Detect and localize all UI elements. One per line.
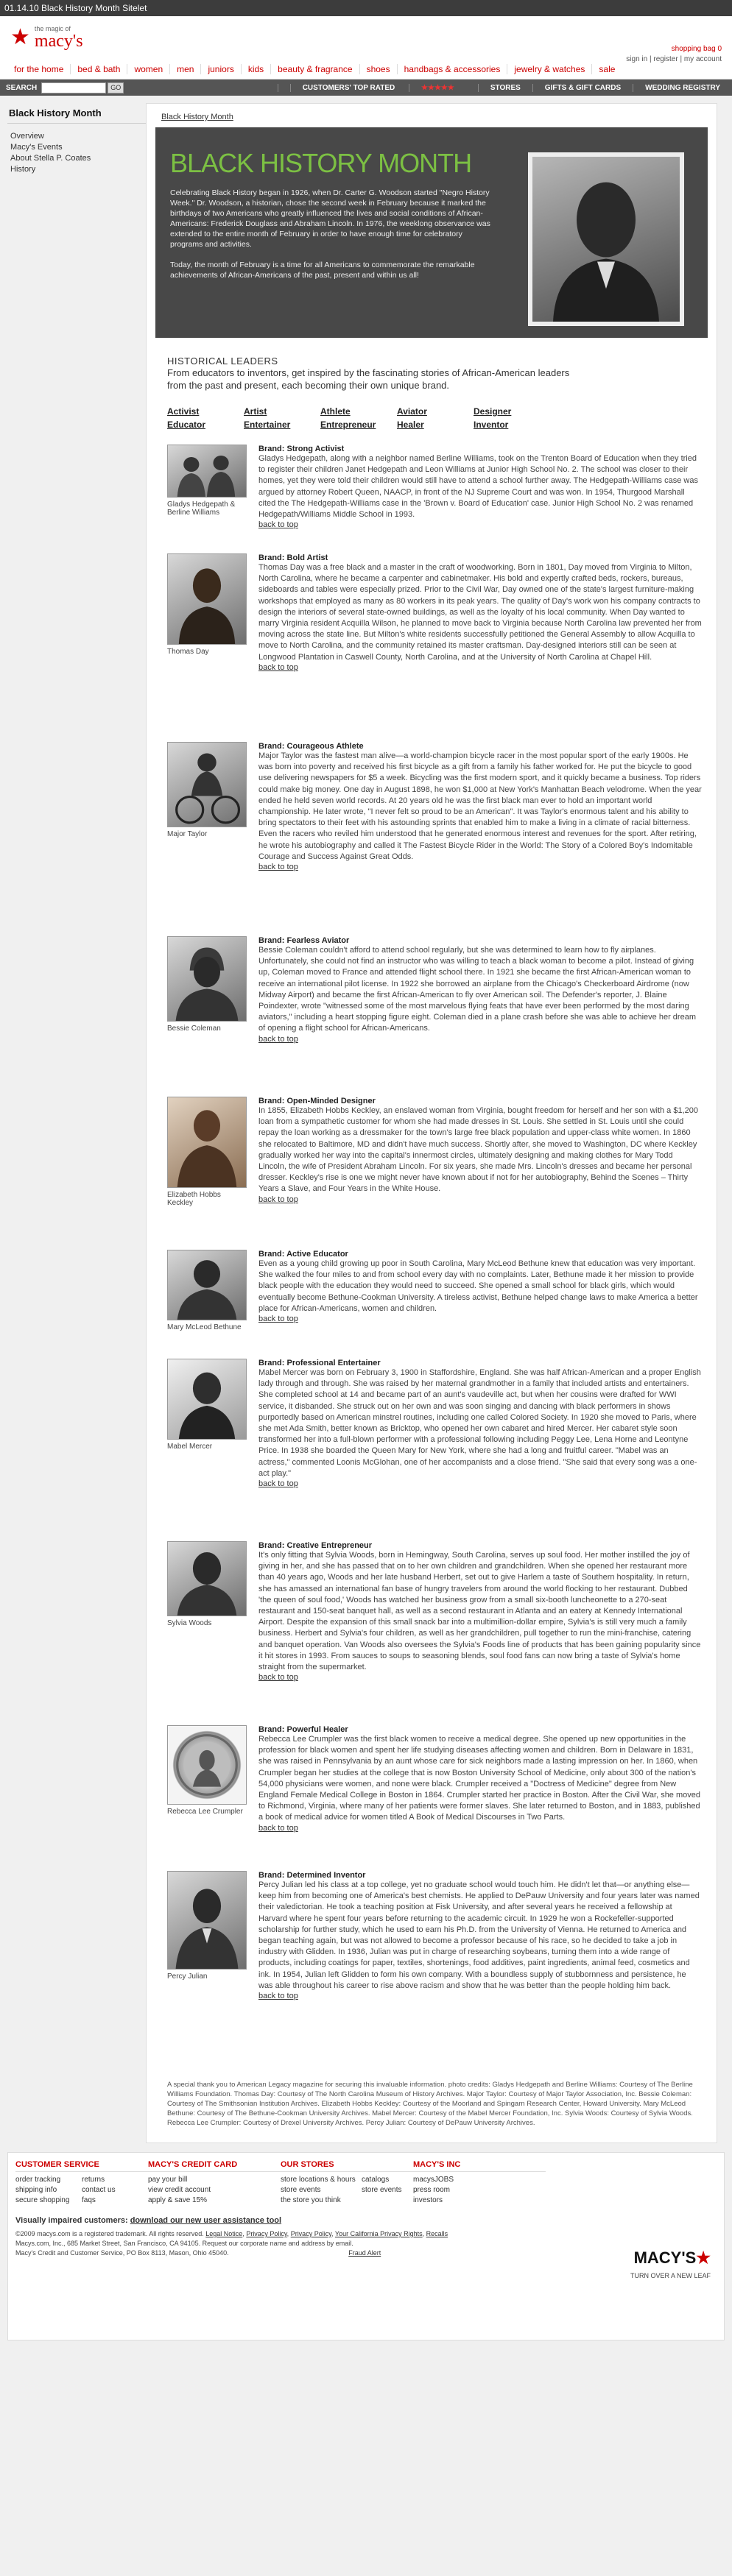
- leader-entry: [167, 1097, 702, 1250]
- nav-item[interactable]: shoes: [360, 64, 398, 74]
- leader-bio: Percy Julian led his class at a top college, yet no graduate school would touch him. He didn't let that—or anything else—keep him from becoming one of America's best chemists. He applied to DePauw University and four years later was named their valedictorian. He took a teaching position at Fisk University, and after several years he received a fellowship at Harvard where he spent four years before returning to the academic circuit. In 1929 he won a Rockefeller-supported scholarship for further study, which he used to earn his Ph.D. from the University of Vienna. He returned to America and began teaching again, but was not allowed to become a professor because of his race, so he decided to take a job in industry with Glidden. In 1936, Julian was put in charge of researching soybeans, turning them into a wide range of products, including coatings for paper, textiles, shortenings, food additives, paint ingredients, animal feed, cosmetics and ink. In 1954, Julian left Glidden to form his own company. With a boundless supply of stubbornness and persistence, he was able throughout his career to rise above racism and show that he was better than the people holding him back.: [258, 1880, 700, 1990]
- footer-link[interactable]: macysJOBS: [413, 2176, 454, 2184]
- back-to-top-link[interactable]: back to top: [258, 1034, 298, 1044]
- main-content: [146, 103, 717, 2143]
- nav-item[interactable]: bed & bath: [71, 64, 127, 74]
- leader-entry: [167, 1359, 702, 1541]
- leader-brand-title: Brand: Determined Inventor: [258, 1871, 366, 1880]
- address-line: Macys.com, Inc., 685 Market Street, San Francisco, CA 94105. Request our corporate name and address by email.: [15, 2240, 353, 2247]
- leader-entry: [167, 936, 702, 1097]
- footer-link[interactable]: investors: [413, 2196, 443, 2204]
- leader-caption: Bessie Coleman: [167, 1025, 221, 1033]
- link-entrepreneur[interactable]: Entrepreneur: [320, 420, 376, 430]
- footer-col-macys-inc: [413, 2160, 546, 2206]
- leader-photo: [167, 936, 247, 1022]
- back-to-top-link[interactable]: back to top: [258, 1673, 298, 1682]
- leader-bio: Gladys Hedgepath, along with a neighbor named Berline Williams, took on the Trenton Board of Education when they tried to register their children Janet Hedgepath and Leon Williams at Junior High School No. 2. The school was closer to their homes, yet they were told their children would still have to attend a school further away. The Hedgepath-Williams case was argued by attorney Robert Queen, NAACP, in front of the NJ Supreme Court and was won. In 1954, Thurgood Marshall cited the The Hedgepath-Williams case in the 'Brown v. Board of Education' case. Junior High School No. 2 was renamed Hedgepath/Williams Middle School in 1993.: [258, 454, 698, 520]
- logo-tagline: the magic of: [34, 25, 71, 32]
- photo-credits: A special thank you to American Legacy magazine for securing this invaluable information. photo credits: Gladys Hedgepath and Berline Williams: Courtesy of The Berline Williams Foundation. Thomas Day: Courtesy of The North Carolina Museum of History Archives. Major Taylor: Courtesy of Major Taylor Association, Inc. Bessie Coleman: Courtesy of The Smithsonian Institution Archives. Elizabeth Hobbs Keckley: Courtesy of the Moorland and Spingarn Research Center, Howard University. Mary McLeod Bethune: Courtesy of The Bethune-Cookman University Archives. Mabel Mercer: Courtesy of the Mabel Mercer Foundation, Inc. Sylvia Woods: Courtesy of Sylvia Woods. Rebecca Lee Crumpler: Courtesy of Drexel University Archives. Percy Julian: Courtesy of DePauw University Archives.: [167, 2081, 693, 2127]
- gifts-link[interactable]: GIFTS & GIFT CARDS: [532, 84, 633, 92]
- link-aviator[interactable]: Aviator: [397, 406, 427, 417]
- fraud-alert-link[interactable]: Fraud Alert: [348, 2249, 381, 2257]
- footer-link[interactable]: returns: [82, 2176, 105, 2184]
- footer-link[interactable]: store events: [281, 2186, 321, 2194]
- leaders-intro: From educators to inventors, get inspired by the fascinating stories of African-American leaders from the past and present, each becoming their own unique brand.: [167, 367, 570, 391]
- search-go-button[interactable]: GO: [108, 82, 124, 93]
- search-input[interactable]: [41, 82, 106, 93]
- leader-caption: Elizabeth Hobbs Keckley: [167, 1191, 221, 1207]
- leader-bio: In 1855, Elizabeth Hobbs Keckley, an enslaved woman from Virginia, bought freedom for herself and her son with a $1,200 loan from a sympathetic customer for whom she had made dresses in St. Louis. She settled in St. Louis until she could repay the loan working as a dressmaker for the town's large free black population and upper-class white women. In 1860 she relocated to Baltimore, MD and didn't have much success. Shortly after, she moved to Washington, DC where Keckley gradually worked her way into the capital's innermost circles, ultimately designing and making clothes for Mary Todd Lincoln, the wife of President Abraham Lincoln. For six years, she made Mrs. Lincoln's dresses and became her personal dresser. Keckley's rise is one we might never have known about if not for her autobiography, Behind the Scenes – Thirty Years a Slave, and Four Years in the White House.: [258, 1106, 699, 1194]
- address-line: Macy's Credit and Customer Service, PO Box 8113, Mason, Ohio 45040.: [15, 2249, 229, 2257]
- back-to-top-link[interactable]: back to top: [258, 1195, 298, 1204]
- leader-entry: [167, 1725, 702, 1871]
- leader-photo: [167, 1541, 247, 1616]
- shopping-bag-link[interactable]: shopping bag 0: [671, 45, 722, 53]
- nav-item[interactable]: kids: [242, 64, 271, 74]
- breadcrumb: [161, 113, 702, 126]
- leader-caption: Major Taylor: [167, 830, 208, 838]
- sidebar-item-events[interactable]: Macy's Events: [10, 143, 63, 152]
- search-bar: [0, 79, 732, 96]
- nav-item[interactable]: women: [127, 64, 170, 74]
- sidebar: [7, 103, 146, 2143]
- link-educator[interactable]: Educator: [167, 420, 206, 430]
- link-activist[interactable]: Activist: [167, 406, 200, 417]
- leader-caption: Rebecca Lee Crumpler: [167, 1808, 243, 1816]
- footer-col-title: MACY'S CREDIT CARD: [148, 2160, 281, 2172]
- leader-bio: Bessie Coleman couldn't afford to attend school regularly, but she was determined to learn how to fly airplanes. Unfortunately, she could not find an instructor who was willing to teach a black woman to become a pilot. Instead of giving up, Coleman moved to France and attended flight school there. In 1921 she became the first African-American woman to receive an international pilot license. In 1922 she borrowed an airplane from the Chicago's Checkerboard Airdrome (now Midway Airport) and became the first African-American to fly over American soil. The Defender's reporter, J. Blaine Poindexter, wrote "witnessed some of the most marvelous flying feats that have ever been performed by the most daring aviators," including a heart stopping figure eight. Coleman died in a plane crash before she was able to achieve her dream of opening a flight school for African-Americans.: [258, 946, 696, 1033]
- main-nav: [0, 59, 622, 79]
- copyright: ©2009 macys.com is a registered trademark. All rights reserved. Legal Notice, Privacy Policy, Privacy Policy, Your California Privacy Rights, Recalls Macys.com, Inc., 685 Market Street, San Francisco, CA 94105. Request our corporate name and address by email. Macy's Credit and Customer Service, PO Box 8113, Mason, Ohio 45040. Fraud Alert: [15, 2229, 717, 2258]
- footer-logo: MACY'S: [633, 2248, 697, 2267]
- window-title-bar: [0, 0, 732, 16]
- leader-caption: Thomas Day: [167, 648, 209, 656]
- site-header: [0, 16, 732, 79]
- footer-link[interactable]: order tracking: [15, 2176, 61, 2184]
- hero-banner: [155, 127, 708, 338]
- historical-leaders-section: [161, 338, 702, 2128]
- leader-bio: Thomas Day was a free black and a master in the craft of woodworking. Born in 1801, Day moved from Virginia to Milton, North Carolina, where he became a carpenter and cabinetmaker. His bold and expertly crafted beds, rockers, bureaus, sideboards and tables were especially prized. Prior to the Civil War, Day owned one of the state's largest furniture-making workshops that employed as many as 80 workers in its peak years. The quality of Day's work won his company contracts to design the interiors of several state-owned buildings, as well as the loyalty of his local community. When Day wanted to marry Virginia resident Acquilla Wilson, he planned to move back to Virginia because North Carolina law prevented her from moving across the state line. But Milton's white residents successfully petitioned the General Assembly to allow Acquilla to move to North Carolina, and the community retained its master craftsman. Day-designed interiors still can be seen at Longwood Plantation in Caswell County, North Carolina, and at the University of North Carolina at Chapel Hill.: [258, 563, 702, 662]
- rating-stars-icon: ★★★★★: [409, 84, 466, 92]
- leader-photo: [167, 1359, 247, 1440]
- sidebar-item-about[interactable]: About Stella P. Coates: [10, 154, 91, 163]
- leader-entry: [167, 445, 702, 553]
- leader-entry: [167, 1871, 702, 2052]
- stores-link[interactable]: STORES: [478, 84, 532, 92]
- nav-item[interactable]: sale: [599, 64, 616, 74]
- footer-col-title: CUSTOMER SERVICE: [15, 2160, 148, 2172]
- leader-bio: Mabel Mercer was born on February 3, 1900 in Staffordshire, England. She was half African-American and a proper English lady through and through. She was raised by her maternal grandmother in a family that included artists and entertainers. She completed school at 14 and became part of an aunt's vaudeville act, but when her cousins were drafted for WWI service, it disbanded. She struck out on her own and was soon singing and dancing with black performers in shows purportedly based on American minstrel routines, including one called Colored Society. In 1920 she moved to Paris, where she met Ada Smith, better known as Bricktop, who opened her own cabaret and hired Mercer. Her cabaret style soon transformed her into a full-blown performer with a professional following including Peggy Lee, Lena Horne and Leontyne Price. In 1938 she boarded the Queen Mary for New York, where she had a long and fruitful career. "Mabel was an actress," commented Loonis McGlohan, one of her accompanists and a close friend. "She said that every song was a one-act play.": [258, 1368, 701, 1478]
- leader-caption: Sylvia Woods: [167, 1619, 212, 1627]
- logo-word: macy's: [34, 32, 83, 51]
- california-rights-link[interactable]: Your California Privacy Rights: [334, 2230, 423, 2237]
- footer-col-customer-service: [15, 2160, 148, 2206]
- search-label: SEARCH: [6, 83, 38, 92]
- leader-caption: Percy Julian: [167, 1972, 208, 1981]
- hero-title: BLACK HISTORY MONTH: [170, 148, 472, 178]
- sidebar-item-overview[interactable]: Overview: [10, 132, 44, 141]
- bag-count: 0: [717, 45, 722, 53]
- nav-item[interactable]: juniors: [201, 64, 241, 74]
- site-footer: [7, 2152, 725, 2340]
- privacy-link[interactable]: Privacy Policy: [290, 2230, 332, 2237]
- leader-caption: Gladys Hedgepath & Berline Williams: [167, 500, 236, 517]
- leader-bio: It's only fitting that Sylvia Woods, born in Hemingway, South Carolina, serves up soul food. Her mother instilled the joy of giving in her, and she has passed that on to her own children and grandchildren. When she opened her restaurant more than 40 years ago, Woods and her late husband Herbert, set out to give Harlem a taste of Southern hospitality. In return, she has amassed an international fan base of hungry travelers from around the world flocking to her restaurant. Dubbed 'the queen of soul food,' Woods has watched her business grow from a small six-booth luncheonette to a 270-seat restaurant and 150-seat banquet hall, as well as a second restaurant in Atlanta and an eatery at Kennedy International Airport. Despite the expansion of this small snack bar into a multimillion-dollar empire, Sylvia's is still very much a family business. Herbert and Sylvia's four children, as well as her grandchildren, pull together to run the mini-franchise, catering and banquet operation. Van Woods also oversees the Sylvia's Foods line of products that has been gaining popularity since it hit stores in 1993. From sauces to soups to seasoning blends, soul food fans can now bring a taste of Sylvia's home straight from the supermarket.: [258, 1551, 701, 1672]
- footer-link[interactable]: contact us: [82, 2186, 116, 2194]
- leader-brand-title: Brand: Powerful Healer: [258, 1725, 348, 1734]
- link-designer[interactable]: Designer: [474, 406, 512, 417]
- back-to-top-link[interactable]: back to top: [258, 520, 298, 530]
- footer-link[interactable]: faqs: [82, 2196, 96, 2204]
- leader-entry: [167, 742, 702, 936]
- footer-tagline: TURN OVER A NEW LEAF: [630, 2272, 711, 2279]
- footer-link[interactable]: press room: [413, 2186, 451, 2194]
- footer-link[interactable]: pay your bill: [148, 2176, 188, 2184]
- sidebar-title: Black History Month: [7, 107, 146, 124]
- leader-photo: [167, 1250, 247, 1320]
- footer-col-our-stores: [281, 2160, 413, 2206]
- privacy-link[interactable]: Privacy Policy: [246, 2230, 287, 2237]
- leader-brand-title: Brand: Creative Entrepreneur: [258, 1541, 373, 1550]
- footer-link[interactable]: store locations & hours: [281, 2176, 356, 2184]
- leader-photo: [167, 742, 247, 827]
- hero-intro: Celebrating Black History began in 1926, when Dr. Carter G. Woodson started "Negro History Week." Dr. Woodson, a historian, chose the second week in February because it marked the birthdays of two Americans who greatly influenced the lives and social conditions of African-Americans: Frederick Douglass and Abraham Lincoln. In 1976, the weeklong observance was extended to the entire month of February in order to have enough time for celebratory programs and activities.: [170, 188, 490, 249]
- accessibility-notice: Visually impaired customers: download our new user assistance tool: [15, 2216, 282, 2225]
- assistance-tool-link[interactable]: download our new user assistance tool: [130, 2216, 282, 2225]
- leader-caption: Mary McLeod Bethune: [167, 1323, 242, 1331]
- nav-item[interactable]: for the home: [7, 64, 71, 74]
- leader-entry: [167, 553, 702, 742]
- footer-link[interactable]: view credit account: [148, 2186, 211, 2194]
- breadcrumb-link[interactable]: Black History Month: [161, 113, 233, 121]
- footer-link[interactable]: apply & save 15%: [148, 2196, 208, 2204]
- leader-brand-title: Brand: Bold Artist: [258, 553, 328, 562]
- leaders-heading: HISTORICAL LEADERS: [167, 355, 278, 367]
- footer-col-credit-card: [148, 2160, 281, 2206]
- page-body: [0, 96, 732, 2143]
- link-artist[interactable]: Artist: [244, 406, 267, 417]
- footer-brand: [630, 2248, 711, 2279]
- leader-brand-title: Brand: Professional Entertainer: [258, 1359, 381, 1367]
- leader-brand-title: Brand: Active Educator: [258, 1250, 348, 1259]
- sidebar-item-history[interactable]: History: [10, 165, 36, 174]
- leader-photo: [167, 445, 247, 498]
- leader-entry: [167, 1541, 702, 1725]
- leader-photo: [167, 1871, 247, 1970]
- leader-brand-title: Brand: Open-Minded Designer: [258, 1097, 376, 1105]
- leader-brand-title: Brand: Strong Activist: [258, 445, 345, 453]
- back-to-top-link[interactable]: back to top: [258, 1479, 298, 1489]
- back-to-top-link[interactable]: back to top: [258, 1314, 298, 1324]
- leader-bio: Rebecca Lee Crumpler was the first black women to receive a medical degree. She opened up new opportunities in the profession for black women and spent her life studying diseases affecting women and children. Born in Delaware in 1831, she was raised in Pennsylvania by an aunt whose care for sick neighbors made a lasting impression on her. In 1860, when Crumpler began her studies at the college that is now Boston University School of Medicine, only about 300 of the nation's 54,000 physicians were women, and none were black. Crumpler received a "Doctress of Medicine" degree from New England Female Medical College in Boston in 1864. Crumpler started her practice in Boston. After the Civil War, she moved to Richmond, Virginia, where many of her patients were former slaves. She later returned to Boston, and in 1883, published a book of medical advice for women titled A Book of Medical Discourses in Two Parts.: [258, 1735, 700, 1822]
- link-athlete[interactable]: Athlete: [320, 406, 351, 417]
- nav-item[interactable]: beauty & fragrance: [271, 64, 359, 74]
- category-links: [167, 406, 702, 430]
- footer-link[interactable]: secure shopping: [15, 2196, 70, 2204]
- leader-bio: Major Taylor was the fastest man alive—a world-champion bicycle racer in the most popular sport of the early 1900s. He was born into poverty and received his first bicycle as a gift from a family his father worked for. He put the bicycle to good use delivering newspapers for $5 a week. Bicycling was the first modern sport, and it quickly became a business. Top riders could make big money. One day in August 1898, he won $1,000 at New York's Manhattan Beach velodrome. When the year ended he held seven world records. At 20 years old he was the first black man ever to hold an important world championship. He later wrote, "I never felt so proud to be an American". It was Taylor's enormous talent and his ability to bring spectators to their feet with his astounding sprints that enabled him to make a living in a climate of racial bitterness. Even the racers who reviled him understood that he generated enormous interest and revenues for the sport. After retiring, he wrote his autobiography and called it The Fastest Bicycle Rider in the World: The Story of a Colored Boy's Indomitable Courage and Success Against Great Odds.: [258, 751, 702, 861]
- leader-brand-title: Brand: Courageous Athlete: [258, 742, 364, 751]
- account-links[interactable]: sign in | register | my account: [626, 55, 722, 63]
- leader-entry: [167, 1250, 702, 1359]
- footer-link[interactable]: the store you think: [281, 2196, 341, 2204]
- link-entertainer[interactable]: Entertainer: [244, 420, 291, 430]
- back-to-top-link[interactable]: back to top: [258, 662, 298, 672]
- link-healer[interactable]: Healer: [397, 420, 424, 430]
- leader-photo: [167, 1725, 247, 1805]
- macys-logo[interactable]: [10, 25, 83, 50]
- wedding-registry-link[interactable]: WEDDING REGISTRY: [633, 84, 732, 92]
- leader-photo: [167, 553, 247, 645]
- footer-col-title: OUR STORES: [281, 2160, 413, 2172]
- leader-brand-title: Brand: Fearless Aviator: [258, 936, 350, 945]
- back-to-top-link[interactable]: back to top: [258, 1823, 298, 1833]
- back-to-top-link[interactable]: back to top: [258, 863, 298, 872]
- footer-col-title: MACY'S INC: [413, 2160, 546, 2172]
- top-rated-link[interactable]: CUSTOMERS' TOP RATED ★★★★★: [278, 84, 478, 92]
- leader-bio: Even as a young child growing up poor in South Carolina, Mary McLeod Bethune knew that education was very important. She walked the four miles to and from school every day with no complaints. Later, Bethune made it her mission to provide black people with the education they would need to succeed. She opened a small school for black girls, which would eventually become Bethune-Cookman University. A tireless activist, Bethune helped change laws to make America a better place for African-Americans, women and children.: [258, 1259, 698, 1313]
- footer-link[interactable]: catalogs: [362, 2176, 390, 2184]
- leader-photo: [167, 1097, 247, 1188]
- utility-links: [626, 44, 722, 65]
- nav-item[interactable]: jewelry & watches: [507, 64, 592, 74]
- leader-caption: Mabel Mercer: [167, 1443, 213, 1451]
- recalls-link[interactable]: Recalls: [426, 2230, 448, 2237]
- footer-link[interactable]: shipping info: [15, 2186, 57, 2194]
- macys-star-icon: ★: [696, 2248, 711, 2267]
- hero-commemorate: Today, the month of February is a time for all Americans to commemorate the remarkable achievements of African-Americans of the past, present and within us all!: [170, 261, 475, 280]
- footer-link[interactable]: store events: [362, 2186, 402, 2194]
- hero-portrait-image: [528, 152, 684, 326]
- nav-item[interactable]: men: [170, 64, 201, 74]
- nav-item[interactable]: handbags & accessories: [398, 64, 508, 74]
- back-to-top-link[interactable]: back to top: [258, 1992, 298, 2001]
- window-title: 01.14.10 Black History Month Sitelet: [4, 3, 147, 13]
- macys-star-icon: ★: [10, 25, 30, 49]
- link-inventor[interactable]: Inventor: [474, 420, 509, 430]
- legal-link[interactable]: Legal Notice: [205, 2230, 243, 2237]
